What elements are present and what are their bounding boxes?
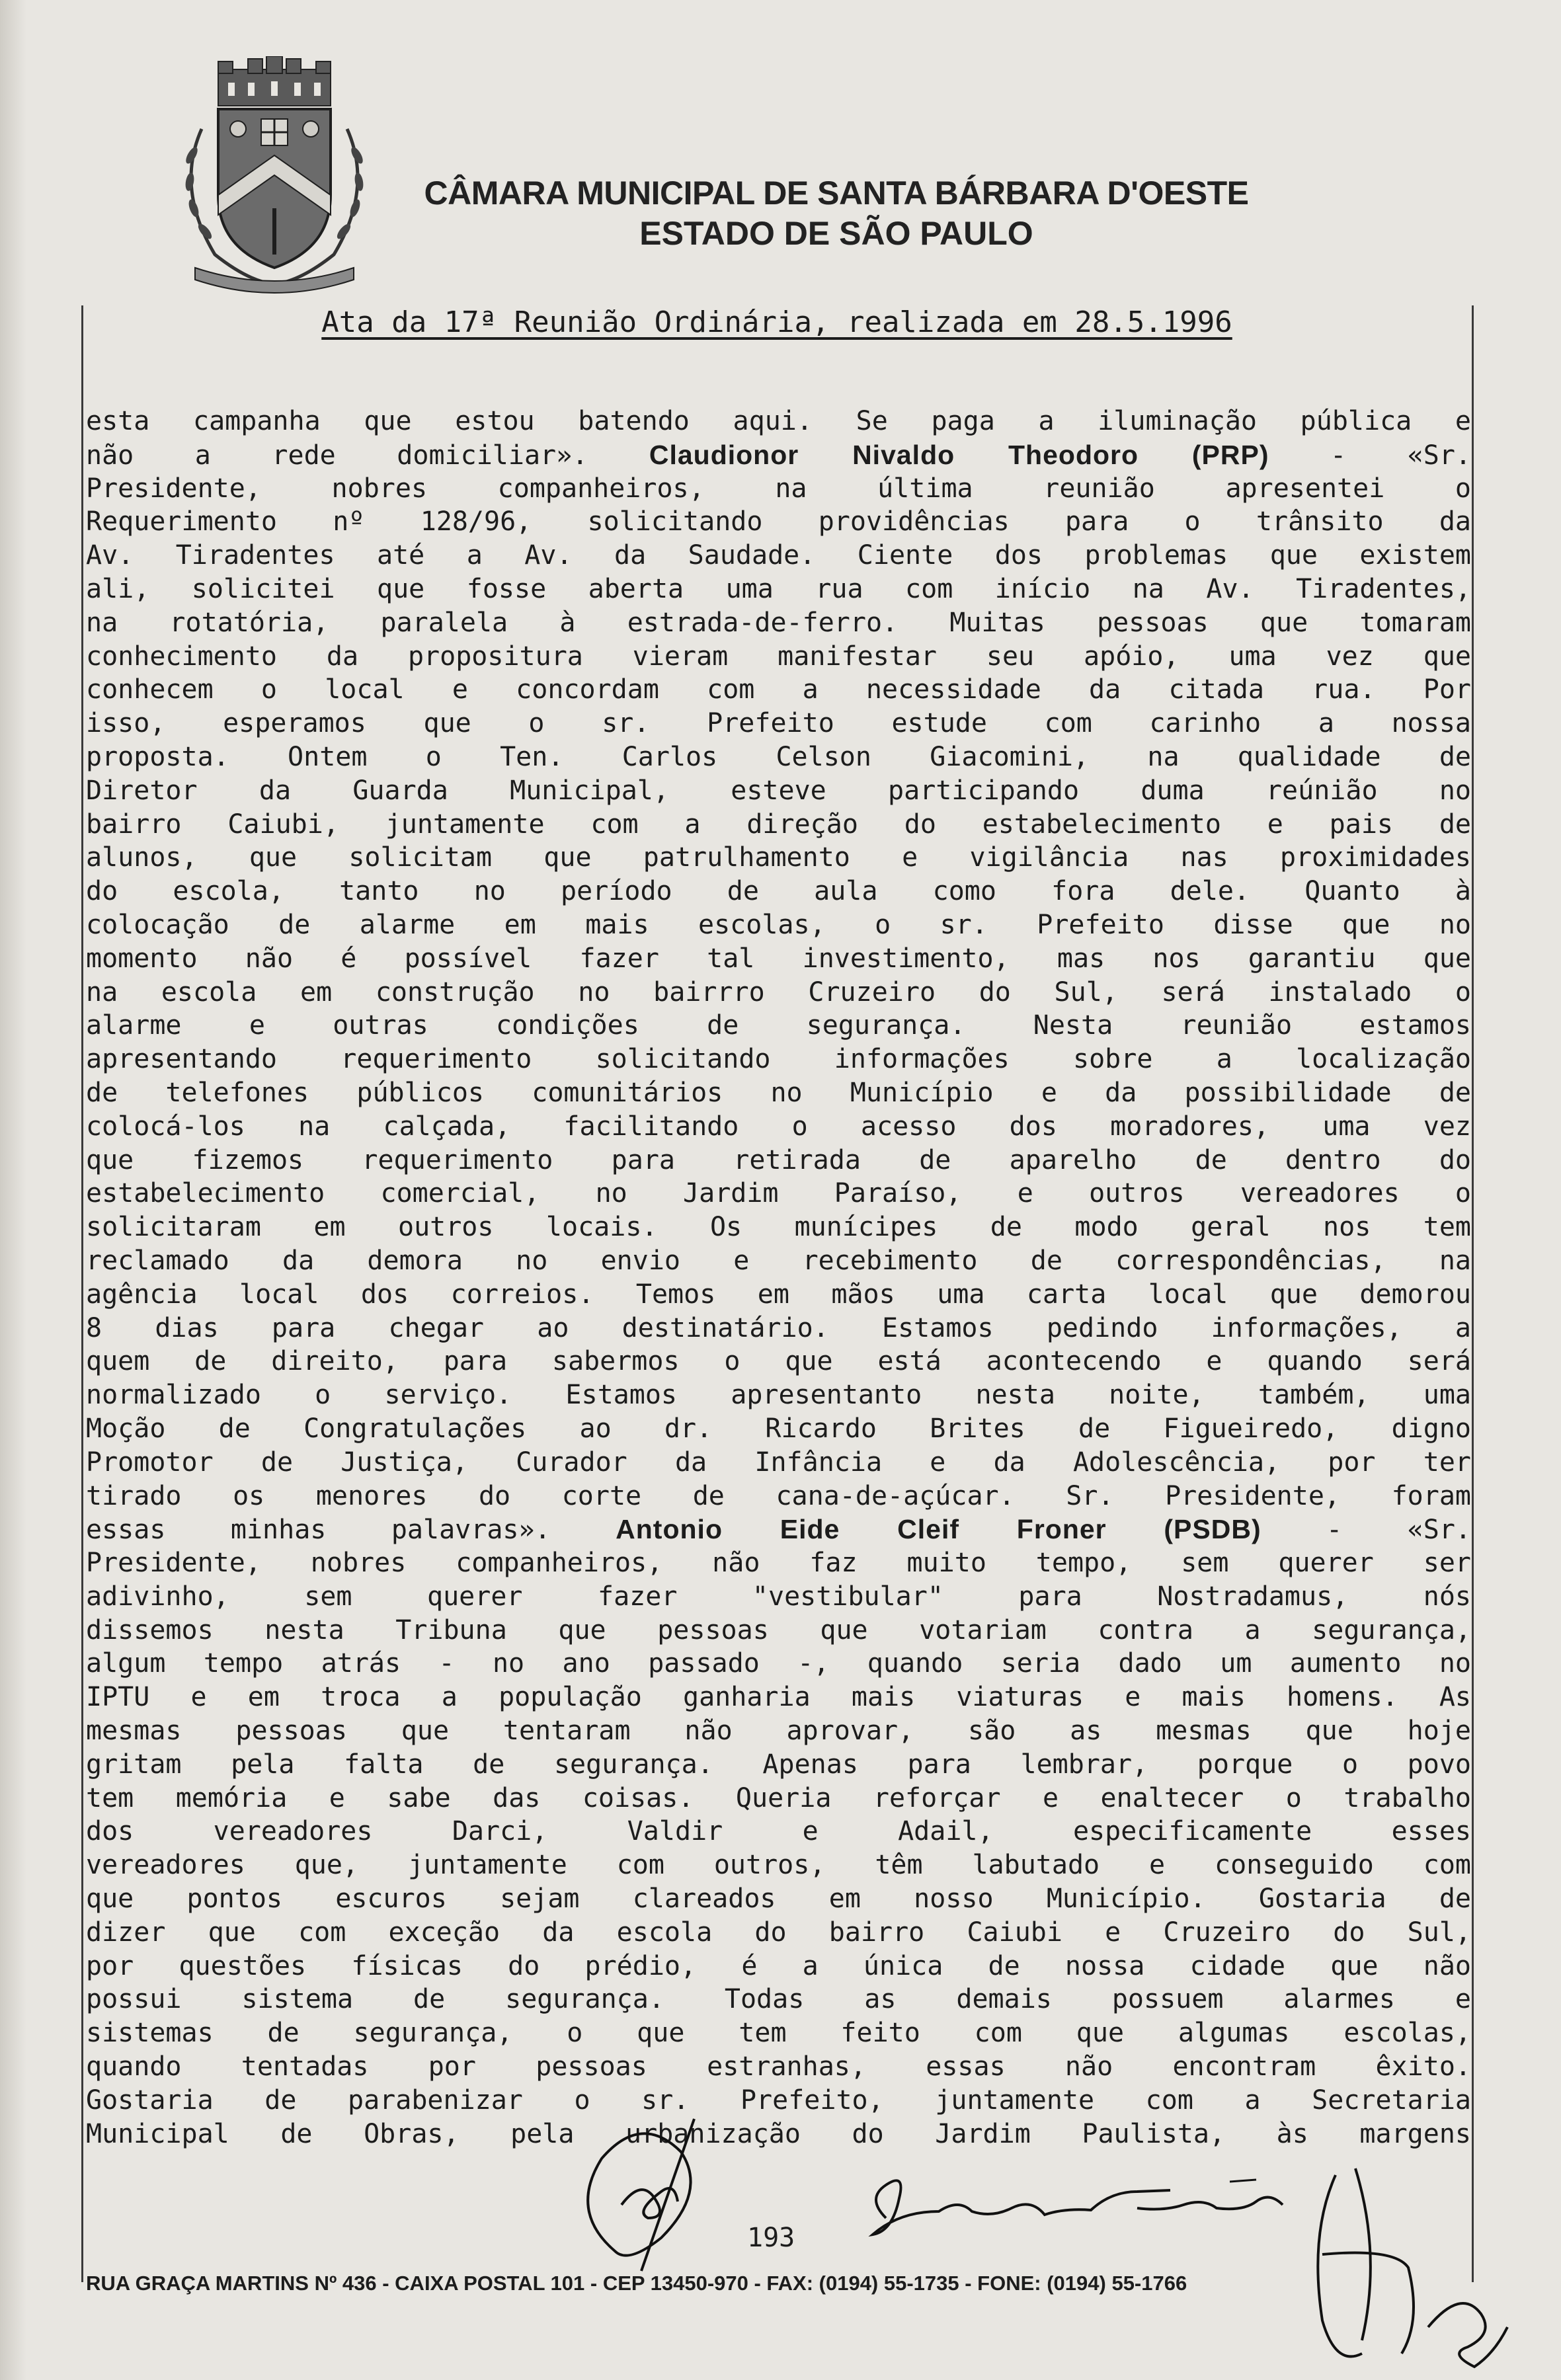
text-line (86, 1546, 1471, 1580)
text-line (86, 1848, 1471, 1882)
text-segment: essas minhas palavras». (86, 1515, 616, 1546)
text-line (86, 1076, 1471, 1110)
text-line (86, 640, 1471, 674)
text-segment: apresentando requerimento solicitando informações sobre a localização (86, 1044, 1471, 1075)
text-segment: que pontos escuros sejam clareados em nosso Município. Gostaria de (86, 1884, 1471, 1915)
text-segment: momento não é possível fazer tal investimento, mas nos garantiu que (86, 943, 1471, 974)
text-line (86, 1916, 1471, 1950)
text-line (86, 740, 1471, 774)
text-segment: adivinho, sem querer fazer "vestibular" para Nostradamus, nós (86, 1581, 1471, 1612)
letterhead (423, 173, 1250, 254)
text-line (86, 472, 1471, 506)
text-segment: proposta. Ontem o Ten. Carlos Celson Giacomini, na qualidade de (86, 741, 1471, 772)
text-line (86, 1144, 1471, 1177)
text-segment: IPTU e em troca a população ganharia mais viaturas e mais homens. As (86, 1682, 1471, 1713)
document-title: Ata da 17ª Reunião Ordinária, realizada em 28.5.1996 (321, 305, 1232, 339)
text-line (86, 2016, 1471, 2050)
text-segment: estabelecimento comercial, no Jardim Paraíso, e outros vereadores o (86, 1178, 1471, 1209)
text-line (86, 808, 1471, 842)
text-line (86, 1312, 1471, 1345)
letterhead-footer: RUA GRAÇA MARTINS Nº 436 - CAIXA POSTAL 101 - CEP 13450-970 - FAX: (0194) 55-1735 - FONE: (0194) 55-1766 (86, 2272, 1187, 2295)
text-line (86, 1043, 1471, 1076)
page-number: 193 (747, 2223, 795, 2253)
text-line (86, 942, 1471, 976)
text-line (86, 1244, 1471, 1278)
text-line (86, 1278, 1471, 1312)
text-line (86, 606, 1471, 640)
text-line (86, 1110, 1471, 1144)
signature-right (1296, 2155, 1521, 2380)
text-line (86, 1950, 1471, 1983)
text-line (86, 573, 1471, 606)
text-line (86, 673, 1471, 707)
minutes-body-text (86, 405, 1471, 2151)
text-line (86, 405, 1471, 438)
text-segment: - «Sr. (1269, 440, 1472, 471)
text-segment: vereadores que, juntamente com outros, têm labutado e conseguido com (86, 1850, 1471, 1881)
text-segment: por questões físicas do prédio, é a única de nossa cidade que não (86, 1950, 1471, 1981)
text-line (86, 1681, 1471, 1714)
text-line (86, 1513, 1471, 1546)
signature-initials-left (542, 2112, 780, 2274)
text-segment: Gostaria de parabenizar o sr. Prefeito, juntamente com a Secretaria (86, 2084, 1471, 2116)
institution-name: CÂMARA MUNICIPAL DE SANTA BÁRBARA D'OESTE (424, 175, 1249, 212)
text-segment: Presidente, nobres companheiros, não faz muito tempo, sem querer ser (86, 1548, 1471, 1579)
text-segment: dissemos nesta Tribuna que pessoas que votariam contra a segurança, (86, 1614, 1471, 1646)
text-line (86, 1983, 1471, 2016)
text-segment: agência local dos correios. Temos em mãos uma carta local que demorou (86, 1279, 1471, 1310)
text-line (86, 908, 1471, 942)
text-line (86, 976, 1471, 1010)
text-segment: Presidente, nobres companheiros, na última reunião apresentei o (86, 473, 1471, 504)
text-line (86, 1714, 1471, 1748)
text-segment: Moção de Congratulações ao dr. Ricardo Brites de Figueiredo, digno (86, 1413, 1471, 1444)
text-segment: quando tentadas por pessoas estranhas, essas não encontram êxito. (86, 2051, 1471, 2082)
text-segment: - «Sr. (1261, 1515, 1471, 1546)
text-line (86, 1882, 1471, 1916)
text-segment: quem de direito, para sabermos o que está acontecendo e quando será (86, 1346, 1471, 1377)
text-segment: dos vereadores Darci, Valdir e Adail, especificamente esses (86, 1816, 1471, 1847)
text-line (86, 505, 1471, 539)
text-segment: tem memória e sabe das coisas. Queria reforçar e enaltecer o trabalho (86, 1782, 1471, 1813)
state-name: ESTADO DE SÃO PAULO (639, 215, 1033, 252)
text-segment: ali, solicitei que fosse aberta uma rua com início na Av. Tiradentes, (86, 573, 1471, 604)
text-segment: conhecimento da propositura vieram manifestar seu apóio, uma vez que (86, 641, 1471, 672)
text-line (86, 1815, 1471, 1848)
text-segment: na rotatória, paralela à estrada-de-ferro. Muitas pessoas que tomaram (86, 607, 1471, 638)
municipal-coat-of-arms (155, 56, 393, 294)
text-line (86, 1210, 1471, 1244)
text-segment: colocá-los na calçada, facilitando o acesso dos moradores, uma vez (86, 1111, 1471, 1142)
text-segment: Av. Tiradentes até a Av. da Saudade. Ciente dos problemas que existem (86, 540, 1471, 571)
text-segment: conhecem o local e concordam com a necessidade da citada rua. Por (86, 674, 1471, 705)
text-line (86, 2050, 1471, 2084)
text-segment: sistemas de segurança, o que tem feito com que algumas escolas, (86, 2018, 1471, 2049)
text-segment: algum tempo atrás - no ano passado -, quando seria dado um aumento no (86, 1648, 1471, 1679)
text-segment: Municipal de Obras, pela urbanização do Jardim Paulista, às margens (86, 2118, 1471, 2149)
text-line (86, 1748, 1471, 1782)
speaker-name: Antonio Eide Cleif Froner (PSDB) (616, 1514, 1261, 1545)
text-segment: mesmas pessoas que tentaram não aprovar, são as mesmas que hoje (86, 1716, 1471, 1747)
text-line (86, 1378, 1471, 1412)
text-segment: isso, esperamos que o sr. Prefeito estude com carinho a nossa (86, 708, 1471, 739)
text-line (86, 1177, 1471, 1210)
text-segment: Promotor de Justiça, Curador da Infância e da Adolescência, por ter (86, 1447, 1471, 1478)
text-segment: Diretor da Guarda Municipal, esteve participando duma reúnião no (86, 775, 1471, 806)
text-line (86, 875, 1471, 908)
text-segment: Requerimento nº 128/96, solicitando providências para o trânsito da (86, 506, 1471, 537)
text-segment: dizer que com exceção da escola do bairro Caiubi e Cruzeiro do Sul, (86, 1917, 1471, 1948)
text-line (86, 438, 1471, 472)
text-line (86, 1647, 1471, 1681)
text-segment: possui sistema de segurança. Todas as demais possuem alarmes e (86, 1984, 1471, 2015)
text-line (86, 1614, 1471, 1647)
speaker-name: Claudionor Nivaldo Theodoro (PRP) (649, 439, 1269, 470)
text-line (86, 1009, 1471, 1043)
text-segment: alarme e outras condições de segurança. Nesta reunião estamos (86, 1010, 1471, 1041)
text-line (86, 1480, 1471, 1513)
text-line (86, 1345, 1471, 1378)
text-line (86, 774, 1471, 808)
text-segment: gritam pela falta de segurança. Apenas para lembrar, porque o povo (86, 1749, 1471, 1780)
left-margin-rule (81, 305, 83, 2282)
page-edge (0, 0, 26, 2380)
text-line (86, 841, 1471, 875)
text-segment: solicitaram em outros locais. Os munícipes de modo geral nos tem (86, 1212, 1471, 1243)
text-line (86, 1580, 1471, 1614)
text-segment: na escola em construção no bairrro Cruzeiro do Sul, será instalado o (86, 976, 1471, 1008)
text-line (86, 1446, 1471, 1480)
text-line (86, 1782, 1471, 1815)
text-segment: alunos, que solicitam que patrulhamento e vigilância nas proximidades (86, 842, 1471, 873)
text-line (86, 1412, 1471, 1446)
text-segment: tirado os menores do corte de cana-de-açúcar. Sr. Presidente, foram (86, 1480, 1471, 1511)
text-line (86, 707, 1471, 740)
text-segment: não a rede domiciliar». (86, 440, 649, 471)
text-line (86, 539, 1471, 573)
text-segment: esta campanha que estou batendo aqui. Se paga a iluminação pública e (86, 406, 1471, 436)
text-segment: do escola, tanto no período de aula como fora dele. Quanto à (86, 876, 1471, 907)
text-segment: reclamado da demora no envio e recebimento de correspondências, na (86, 1245, 1471, 1276)
text-segment: colocação de alarme em mais escolas, o sr. Prefeito disse que no (86, 909, 1471, 940)
signature-middle (860, 2172, 1322, 2244)
text-segment: 8 dias para chegar ao destinatário. Estamos pedindo informações, a (86, 1312, 1471, 1343)
text-segment: normalizado o serviço. Estamos apresentanto nesta noite, também, uma (86, 1380, 1471, 1411)
right-margin-rule (1472, 305, 1474, 2282)
text-segment: que fizemos requerimento para retirada de aparelho de dentro do (86, 1144, 1471, 1175)
text-segment: bairro Caiubi, juntamente com a direção do estabelecimento e pais de (86, 809, 1471, 840)
text-segment: de telefones públicos comunitários no Município e da possibilidade de (86, 1077, 1471, 1108)
